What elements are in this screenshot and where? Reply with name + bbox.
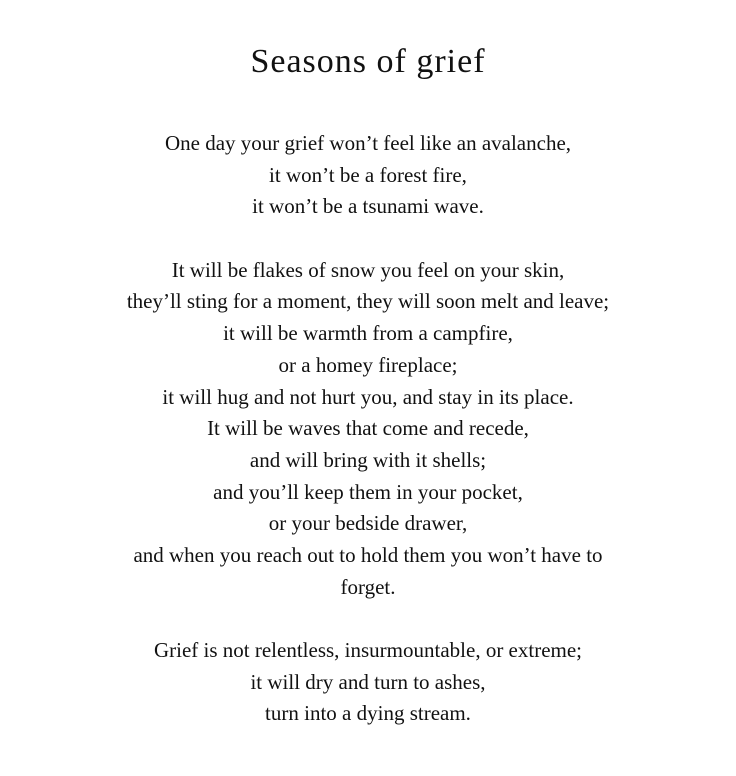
poem-line: Grief is not relentless, insurmountable, or extreme;: [153, 638, 583, 662]
poem-line: it won’t be a forest fire,: [269, 162, 467, 187]
poem-title: Seasons of grief: [250, 43, 486, 80]
poem-line: it will be warmth from a campfire,: [223, 321, 513, 346]
poem-line: and you’ll keep them in your pocket,: [213, 479, 523, 504]
poem-body: [0, 128, 736, 730]
poem-line: It will be flakes of snow you feel on your skin,: [171, 257, 565, 282]
stanza-1: [0, 128, 736, 223]
stanza-break: [0, 223, 736, 255]
poem-line: It will be waves that come and recede,: [207, 416, 529, 441]
poem-line: turn into a dying stream.: [265, 701, 471, 726]
poem-line: or a homey fireplace;: [278, 352, 458, 377]
stanza-break: [0, 603, 736, 635]
poem-line: forget.: [340, 574, 396, 599]
poem-line: or your bedside drawer,: [268, 511, 468, 536]
poem-line: and when you reach out to hold them you won’t have to: [133, 542, 603, 567]
poem-line: and will bring with it shells;: [249, 447, 487, 472]
poem-line: it will dry and turn to ashes,: [250, 669, 486, 694]
stanza-3: [0, 635, 736, 730]
poem-line: it will hug and not hurt you, and stay in its place.: [162, 384, 574, 409]
stanza-2: [0, 255, 736, 604]
poem-line: it won’t be a tsunami wave.: [252, 194, 484, 219]
poem-line: One day your grief won’t feel like an avalanche,: [164, 131, 572, 155]
poem-line: they’ll sting for a moment, they will soon melt and leave;: [126, 289, 610, 314]
